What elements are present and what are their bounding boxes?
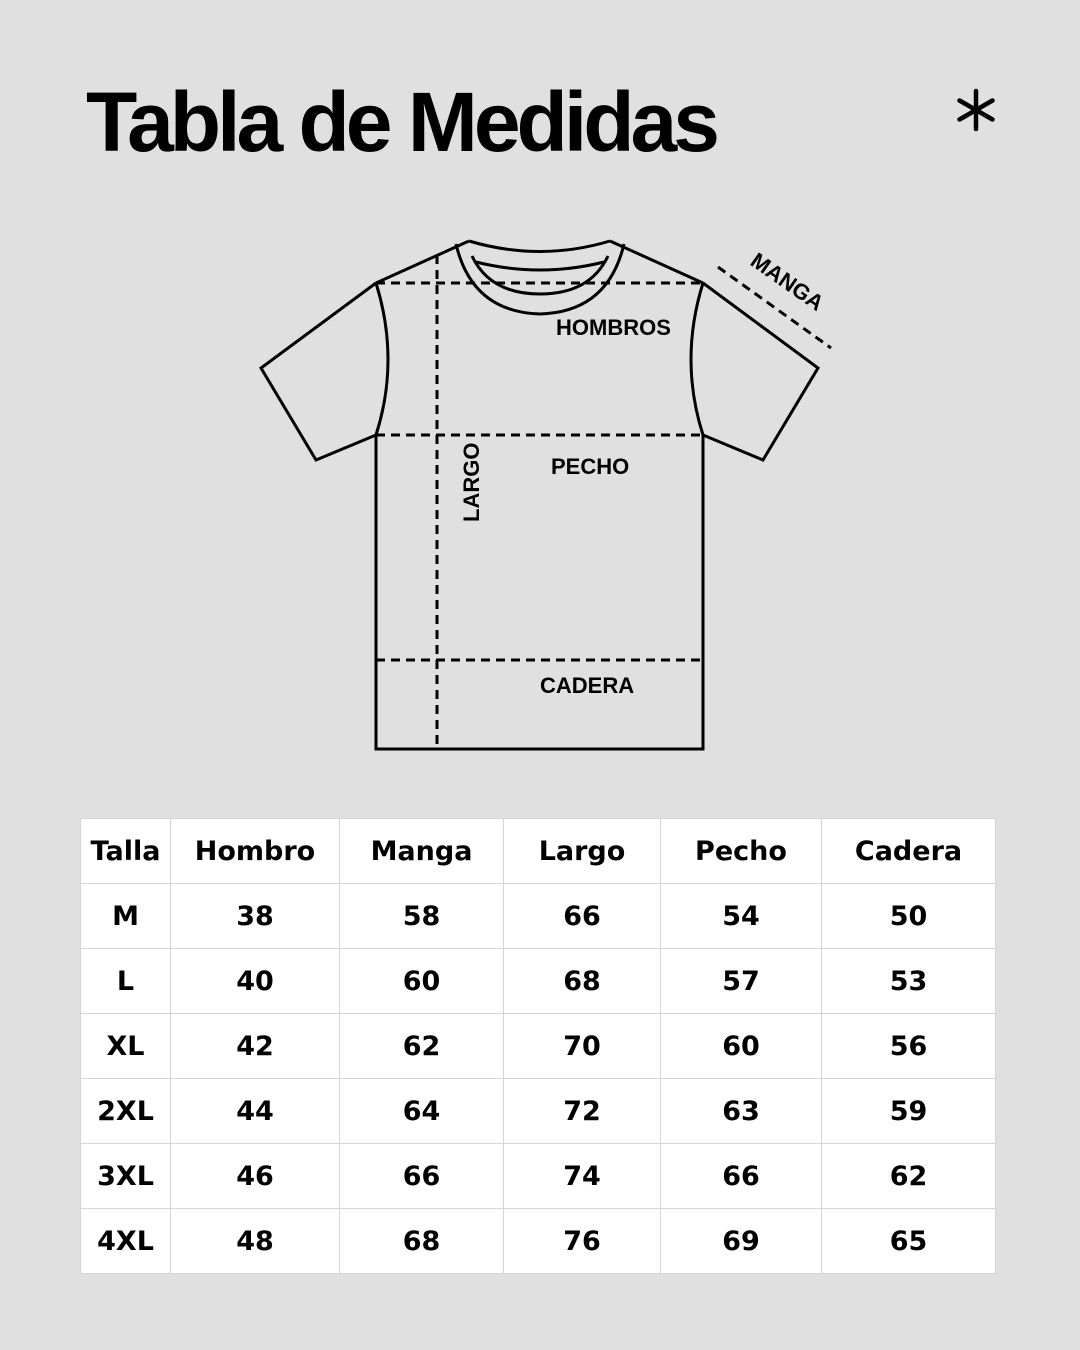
table-cell: 38 xyxy=(171,884,340,949)
header-cadera: Cadera xyxy=(822,819,996,884)
table-cell: 62 xyxy=(340,1014,504,1079)
pecho-label: PECHO xyxy=(551,454,630,479)
table-cell: 4XL xyxy=(81,1209,171,1274)
table-cell: 68 xyxy=(340,1209,504,1274)
tshirt-body-outline xyxy=(376,435,703,749)
right-sleeve-outline xyxy=(703,283,818,460)
collar-outer xyxy=(469,241,610,252)
table-cell: 66 xyxy=(504,884,661,949)
header-talla: Talla xyxy=(81,819,171,884)
table-header-row xyxy=(81,819,996,884)
table-row xyxy=(81,884,996,949)
table-cell: 65 xyxy=(822,1209,996,1274)
table-cell: 60 xyxy=(340,949,504,1014)
table-cell: 56 xyxy=(822,1014,996,1079)
table-cell: 2XL xyxy=(81,1079,171,1144)
table-cell: 72 xyxy=(504,1079,661,1144)
left-armhole xyxy=(376,283,388,435)
header-largo: Largo xyxy=(504,819,661,884)
table-cell: 3XL xyxy=(81,1144,171,1209)
header-manga: Manga xyxy=(340,819,504,884)
table-cell: 53 xyxy=(822,949,996,1014)
table-row xyxy=(81,1079,996,1144)
table-cell: M xyxy=(81,884,171,949)
table-row xyxy=(81,1014,996,1079)
table-cell: 44 xyxy=(171,1079,340,1144)
table-cell: 58 xyxy=(340,884,504,949)
size-table xyxy=(80,818,996,1274)
hombros-label: HOMBROS xyxy=(556,315,671,340)
table-cell: 69 xyxy=(661,1209,822,1274)
table-cell: 74 xyxy=(504,1144,661,1209)
table-cell: 66 xyxy=(661,1144,822,1209)
shoulder-line xyxy=(376,241,703,283)
table-cell: 48 xyxy=(171,1209,340,1274)
table-cell: 40 xyxy=(171,949,340,1014)
table-cell: 76 xyxy=(504,1209,661,1274)
table-cell: 57 xyxy=(661,949,822,1014)
table-cell: 68 xyxy=(504,949,661,1014)
header-pecho: Pecho xyxy=(661,819,822,884)
table-cell: 59 xyxy=(822,1079,996,1144)
collar-band-inner xyxy=(472,256,608,294)
largo-label: LARGO xyxy=(459,442,484,522)
table-cell: 50 xyxy=(822,884,996,949)
table-cell: 63 xyxy=(661,1079,822,1144)
table-cell: 60 xyxy=(661,1014,822,1079)
table-row xyxy=(81,949,996,1014)
table-cell: 42 xyxy=(171,1014,340,1079)
cadera-label: CADERA xyxy=(540,673,635,698)
manga-label: MANGA xyxy=(746,247,829,316)
table-row xyxy=(81,1209,996,1274)
table-cell: 70 xyxy=(504,1014,661,1079)
left-sleeve-outline xyxy=(261,283,376,460)
table-cell: L xyxy=(81,949,171,1014)
table-cell: 54 xyxy=(661,884,822,949)
table-cell: XL xyxy=(81,1014,171,1079)
collar-seam xyxy=(476,262,604,270)
table-row xyxy=(81,1144,996,1209)
table-cell: 64 xyxy=(340,1079,504,1144)
table-cell: 62 xyxy=(822,1144,996,1209)
header-hombro: Hombro xyxy=(171,819,340,884)
collar-band-outer xyxy=(456,244,624,314)
right-armhole xyxy=(691,283,703,435)
table-cell: 46 xyxy=(171,1144,340,1209)
table-cell: 66 xyxy=(340,1144,504,1209)
page-title: Tabla de Medidas xyxy=(86,75,716,169)
